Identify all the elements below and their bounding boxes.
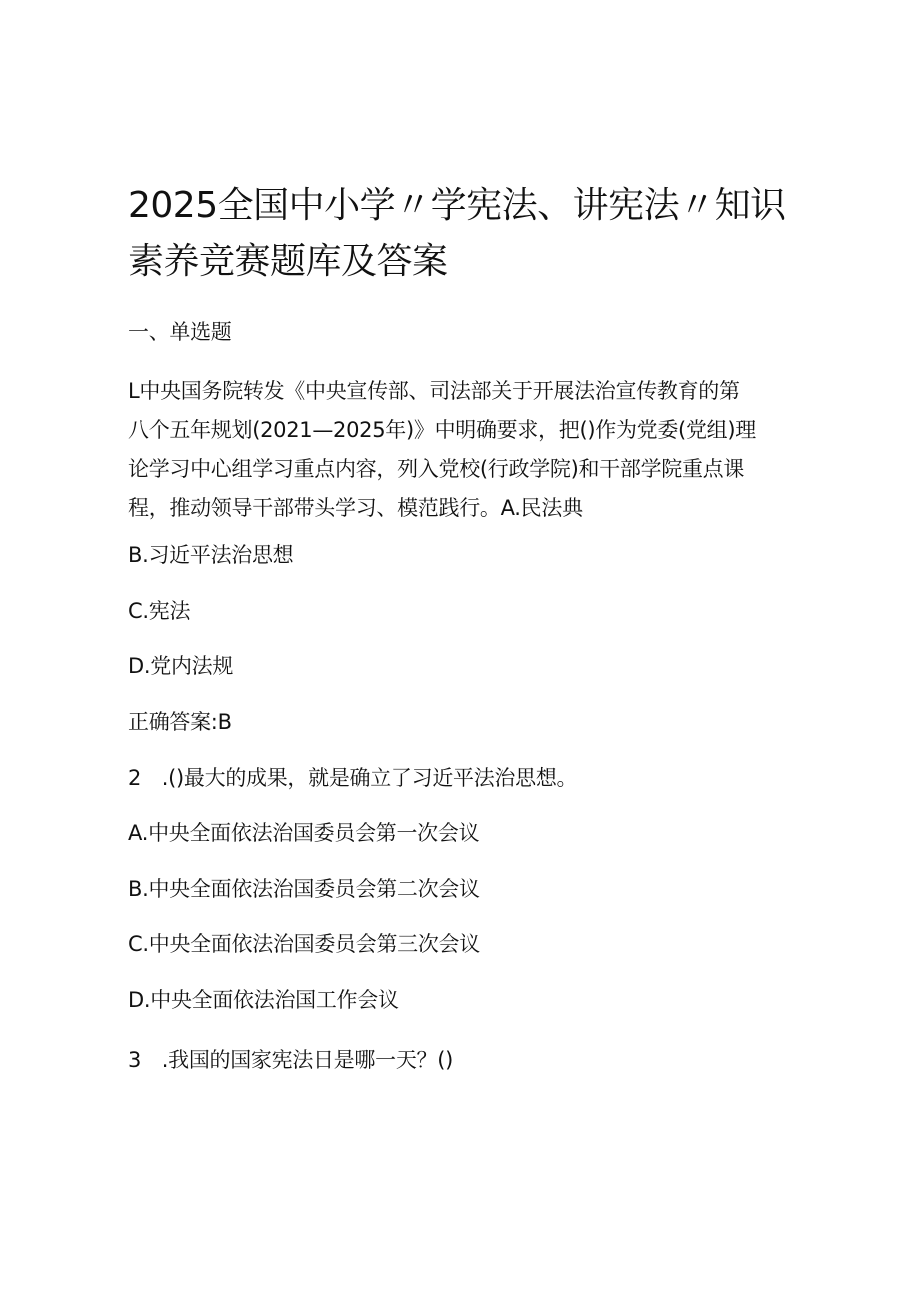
- question-1-answer: 正确答案:B: [128, 710, 232, 734]
- question-1-line-1: L中央国务院转发《中央宣传部、司法部关于开展法治宣传教育的第: [128, 379, 740, 403]
- question-1-stem: [128, 372, 756, 528]
- title-line-1: 2025全国中小学〃学宪法、讲宪法〃知识: [128, 185, 786, 226]
- question-1-option-d: D.党内法规: [128, 654, 234, 678]
- question-3-stem: 3 .我国的国家宪法日是哪一天？(): [128, 1048, 454, 1072]
- question-1-line-4: 程，推动领导干部带头学习、模范践行。A.民法典: [128, 496, 583, 520]
- question-2-stem: 2 .()最大的成果，就是确立了习近平法治思想。: [128, 766, 578, 790]
- question-1-line-3: 论学习中心组学习重点内容，列入党校(行政学院)和干部学院重点课: [128, 457, 745, 481]
- document-title: [128, 178, 808, 290]
- question-2-option-b: B.中央全面依法治国委员会第二次会议: [128, 877, 480, 901]
- question-1-option-b: B.习近平法治思想: [128, 543, 294, 567]
- title-line-2: 素养竞赛题库及答案: [128, 241, 448, 282]
- question-1-option-c: C.宪法: [128, 599, 191, 623]
- question-1-line-2: 八个五年规划(2021—2025年)》中明确要求，把()作为党委(党组)理: [128, 418, 756, 442]
- question-2-option-d: D.中央全面依法治国工作会议: [128, 988, 399, 1012]
- question-2-option-c: C.中央全面依法治国委员会第三次会议: [128, 932, 480, 956]
- question-2-option-a: A.中央全面依法治国委员会第一次会议: [128, 821, 480, 845]
- section-heading: 一、单选题: [128, 320, 232, 344]
